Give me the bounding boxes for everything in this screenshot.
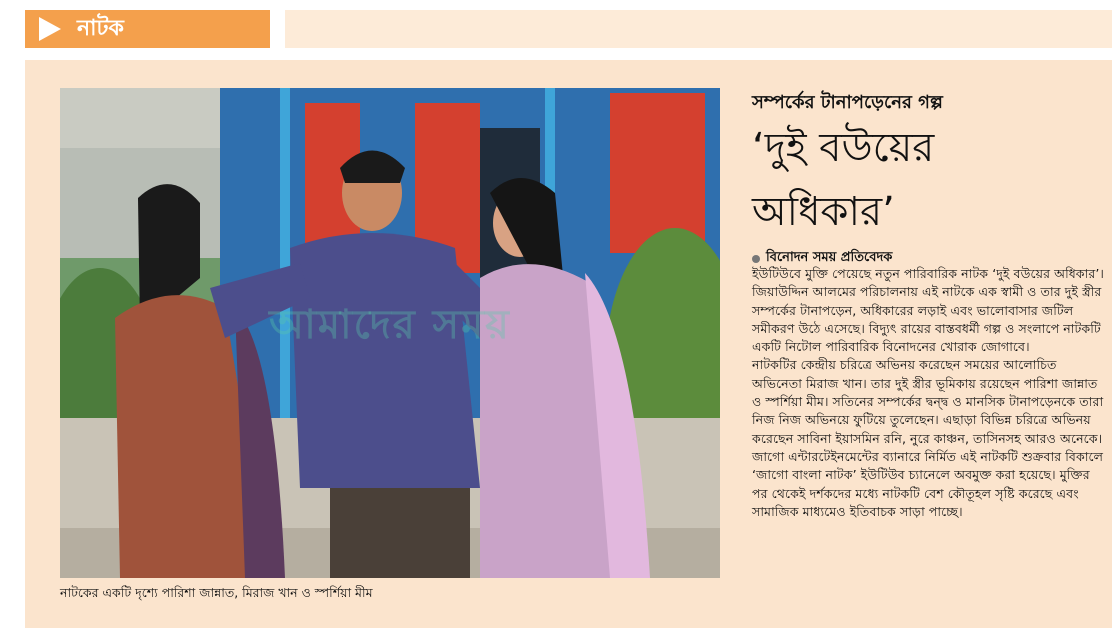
article-body — [752, 265, 1104, 521]
section-header — [25, 10, 270, 48]
article-paragraph: নাটকটির কেন্দ্রীয় চরিত্রে অভিনয় করেছেন সময়ের আলোচিত অভিনেতা মিরাজ খান। তার দুই স্ত্রীর ভূমিকায় রয়েছেন পারিশা জান্নাত ও স্পর্শিয়া মীম। সতিনের সম্পর্কের দ্বন্দ্ব ও মানসিক টানাপড়েনকে তারা নিজ নিজ অভিনয়ে ফুটিয়ে তুলেছেন। এছাড়া বিভিন্ন চরিত্রে অভিনয় করেছেন সাবিনা ইয়াসমিন রনি, নুরে কাঞ্চন, তাসিনসহ আরও অনেকে। — [752, 357, 1104, 446]
headline-line-1: ‘দুই বউয়ের — [752, 125, 935, 171]
article-kicker: সম্পর্কের টানাপড়েনের গল্প — [752, 92, 943, 113]
header-strip — [285, 10, 1112, 48]
article-headline — [752, 116, 1102, 244]
article-paragraph: জাগো এন্টারটেইনমেন্টের ব্যানারে নির্মিত এই নাটকটি শুক্রবার বিকালে ‘জাগো বাংলা নাটক’ ইউটিউব চ্যানেলে অবমুক্ত করা হয়েছে। মুক্তির পর থেকেই দর্শকদের মধ্যে নাটকটি বেশ কৌতূহল সৃষ্টি করেছে এবং সামাজিক মাধ্যমেও ইতিবাচক সাড়া পাচ্ছে। — [752, 448, 1104, 519]
article-paragraph: ইউটিউবে মুক্তি পেয়েছে নতুন পারিবারিক নাটক ‘দুই বউয়ের অধিকার’। জিয়াউদ্দিন আলমের পরিচালনায় এই নাটকে এক স্বামী ও তার দুই স্ত্রীর সম্পর্কের টানাপড়েন, অধিকারের লড়াই এবং ভালোবাসার জটিল সমীকরণ উঠে এসেছে। বিদ্যুৎ রায়ের বাস্তবধর্মী গল্প ও সংলাপে নাটকটি একটি নিটোল পারিবারিক বিনোদনের খোরাক জোগাবে। — [752, 266, 1104, 355]
photo-caption: নাটকের একটি দৃশ্যে পারিশা জান্নাত, মিরাজ খান ও স্পর্শিয়া মীম — [60, 585, 373, 600]
play-arrow-icon — [39, 17, 61, 41]
byline-text: বিনোদন সময় প্রতিবেদক — [766, 250, 893, 265]
bullet-icon — [752, 255, 760, 263]
photo-watermark: আমাদের সময় — [269, 302, 511, 348]
section-label: নাটক — [77, 15, 124, 41]
article-photo — [60, 88, 720, 578]
headline-line-2: অধিকার’ — [752, 189, 895, 235]
